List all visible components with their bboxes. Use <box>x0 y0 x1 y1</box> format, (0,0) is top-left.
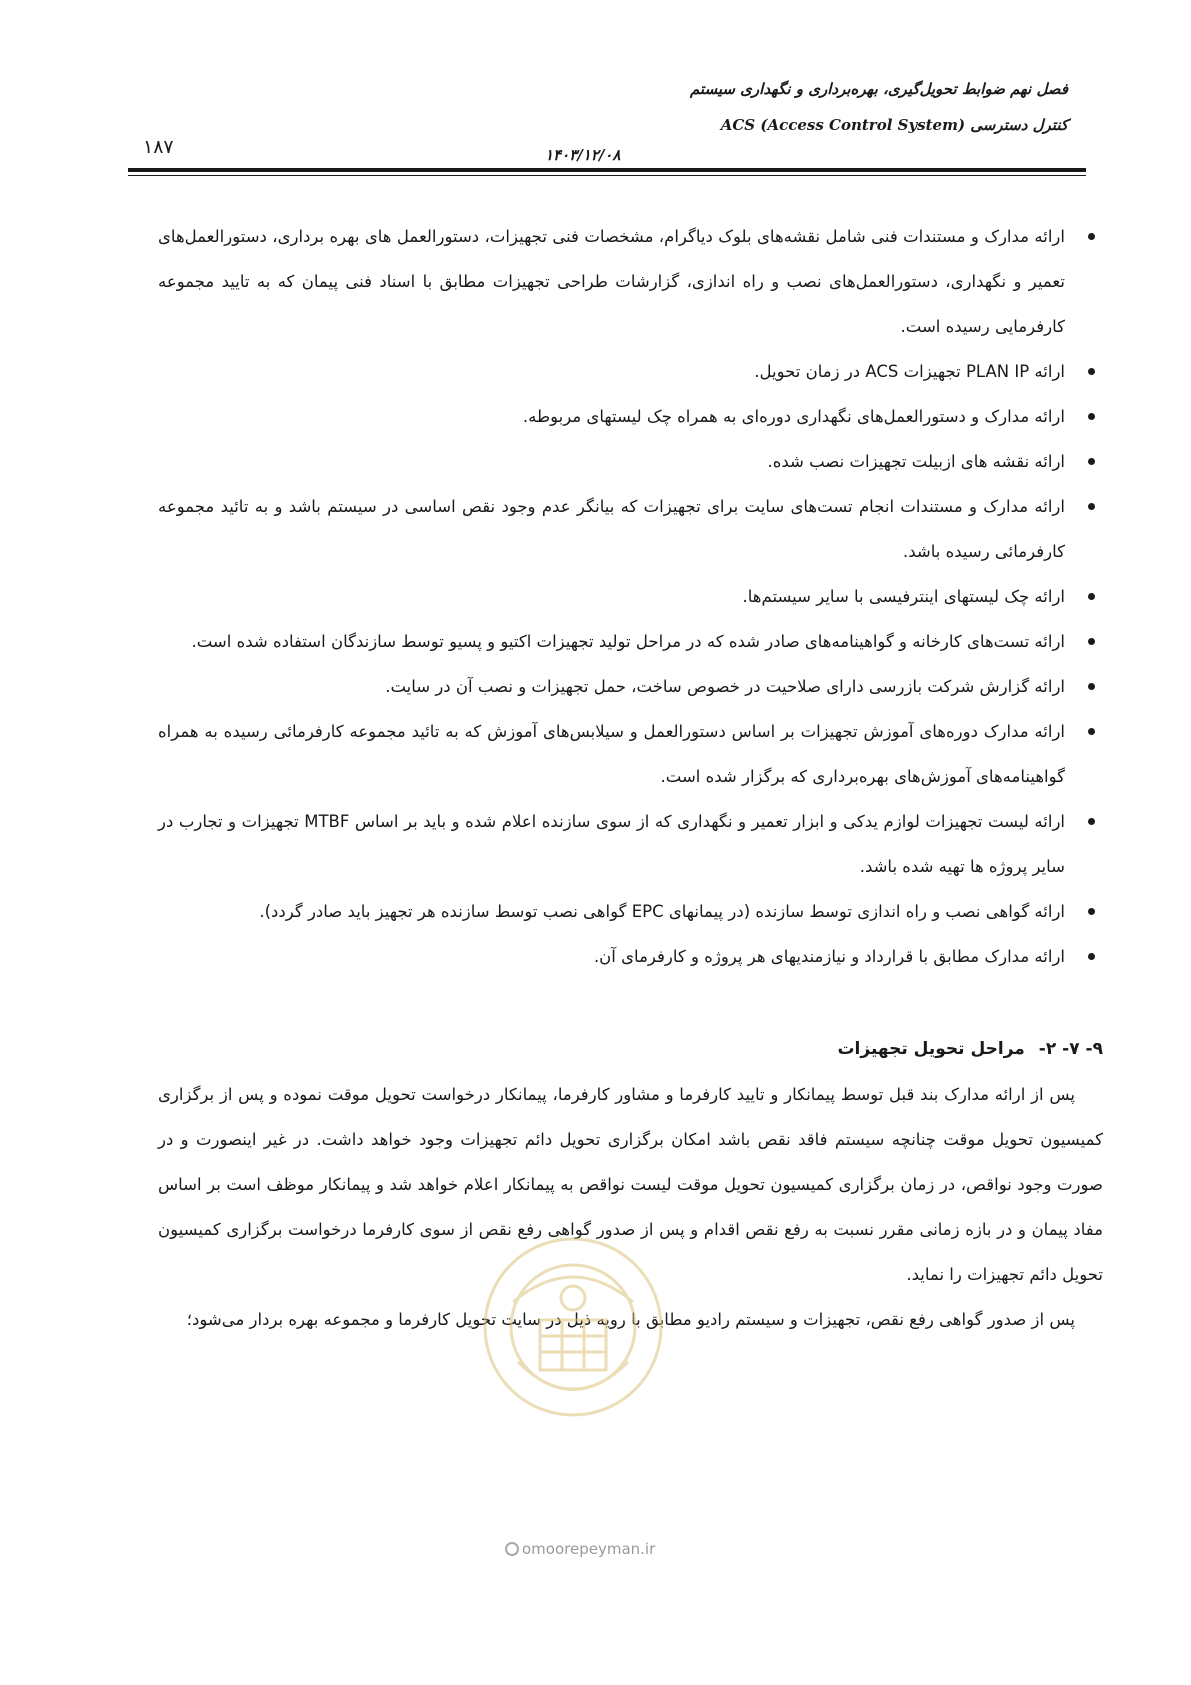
list-item-text: ارائه مدارک و مستندات فنی شامل نقشه‌های بلوک دیاگرام، مشخصات فنی تجهیزات، دستورالعمل های بهره برداری، دستورالعمل‌های تعمیر و نگهداری، دستورالعمل‌های نصب و راه اندازی، گزارشات طراحی تجهیزات مطابق با اسناد فنی پیمان که به تایید مجموعه کارفرمایی رسیده است. <box>158 227 1065 336</box>
list-item-text: ارائه مدارک و مستندات انجام تست‌های سایت برای تجهیزات که بیانگر عدم وجود نقص اساسی در سیستم باشد و به تائید مجموعه کارفرمائی رسیده باشد. <box>158 497 1065 561</box>
bullet-icon <box>1088 953 1095 960</box>
list-item <box>158 799 1103 889</box>
list-item <box>158 664 1103 709</box>
section-number: ۹- ۷- ۲- <box>1038 1039 1103 1059</box>
bullet-icon <box>1088 233 1095 240</box>
watermark-site-text: omoorepeyman.ir <box>522 1540 656 1558</box>
list-item <box>158 889 1103 934</box>
list-item-text: ارائه مدارک دوره‌های آموزش تجهیزات بر اساس دستورالعمل و سیلابس‌های آموزش که به تائید مجموعه کارفرمائی رسیده به همراه گواهینامه‌های آموزش‌های بهره‌برداری که برگزار شده است. <box>158 722 1065 786</box>
list-item <box>158 934 1103 979</box>
list-item-text: ارائه نقشه های ازبیلت تجهیزات نصب شده. <box>767 452 1065 471</box>
header-rule <box>128 168 1086 172</box>
section-heading <box>158 1027 1103 1072</box>
body-content <box>158 214 1103 1342</box>
paragraph: پس از صدور گواهی رفع نقص، تجهیزات و سیستم رادیو مطابق با رویه ذیل در سایت تحویل کارفرما و مجموعه بهره بردار می‌شود؛ <box>186 1310 1075 1329</box>
bullet-icon <box>1088 908 1095 915</box>
list-item-text: ارائه PLAN IP تجهیزات ACS در زمان تحویل. <box>754 362 1065 381</box>
list-item-text: ارائه چک لیستهای اینترفیسی با سایر سیستم‌ها. <box>742 587 1065 606</box>
list-item <box>158 709 1103 799</box>
chapter-title: فصل نهم ضوابط تحویل‌گیری، بهره‌برداری و نگهداری سیستم <box>689 80 1068 98</box>
list-item <box>158 574 1103 619</box>
section-heading-title: مراحل تحویل تجهیزات <box>837 1039 1025 1059</box>
list-item-text: ارائه لیست تجهیزات لوازم یدکی و ابزار تعمیر و نگهداری که از سوی سازنده اعلام شده و باید بر اساس MTBF تجهیزات و تجارب در سایر پروژه ها تهیه شده باشد. <box>158 812 1065 876</box>
bullet-icon <box>1088 638 1095 645</box>
list-item-text: ارائه مدارک و دستورالعمل‌های نگهداری دوره‌ای به همراه چک لیستهای مربوطه. <box>522 407 1065 426</box>
list-item-text: ارائه گزارش شرکت بازرسی دارای صلاحیت در خصوص ساخت، حمل تجهیزات و نصب آن در سایت. <box>385 677 1065 696</box>
list-item-text: ارائه مدارک مطابق با قرارداد و نیازمندیهای هر پروژه و کارفرمای آن. <box>593 947 1065 966</box>
requirements-list <box>158 214 1103 979</box>
bullet-icon <box>1088 728 1095 735</box>
bullet-icon <box>1088 503 1095 510</box>
bullet-icon <box>1088 413 1095 420</box>
section-title: کنترل دسترسی (ACS (Access Control System <box>720 116 1068 134</box>
bullet-icon <box>1088 368 1095 375</box>
bullet-icon <box>1088 593 1095 600</box>
list-item <box>158 214 1103 349</box>
document-date: ۱۴۰۳/۱۲/۰۸ <box>545 146 621 164</box>
list-item <box>158 484 1103 574</box>
bullet-icon <box>1088 683 1095 690</box>
list-item <box>158 349 1103 394</box>
header-rule-thin <box>128 175 1086 176</box>
watermark-site <box>505 1540 655 1558</box>
bullet-icon <box>1088 818 1095 825</box>
list-item <box>158 439 1103 484</box>
page-number: ۱۸۷ <box>143 136 174 158</box>
at-icon <box>505 1542 519 1556</box>
list-item-text: ارائه گواهی نصب و راه اندازی توسط سازنده (در پیمانهای EPC گواهی نصب توسط سازنده هر تجهیز باید صادر گردد). <box>259 902 1065 921</box>
paragraph: پس از ارائه مدارک بند قبل توسط پیمانکار و تایید کارفرما و مشاور کارفرما، پیمانکار درخواست تحویل موقت نموده و پس از برگزاری کمیسیون تحویل موقت چنانچه سیستم فاقد نقص باشد امکان برگزاری تحویل دائم تجهیزات وجود خواهد داشت. در غیر اینصورت و در صورت وجود نواقص، در زمان برگزاری کمیسیون تحویل موقت لیست نواقص به پیمانکار اعلام خواهد شد و پیمانکار موظف است بر اساس مفاد پیمان و در بازه زمانی مقرر نسبت به رفع نقص اقدام و پس از صدور گواهی رفع نقص از سوی کارفرما درخواست برگزاری کمیسیون تحویل دائم تجهیزات را نماید. <box>158 1085 1103 1284</box>
list-item <box>158 394 1103 439</box>
list-item-text: ارائه تست‌های کارخانه و گواهینامه‌های صادر شده که در مراحل تولید تجهیزات اکتیو و پسیو توسط سازندگان استفاده شده است. <box>191 632 1065 651</box>
bullet-icon <box>1088 458 1095 465</box>
list-item <box>158 619 1103 664</box>
